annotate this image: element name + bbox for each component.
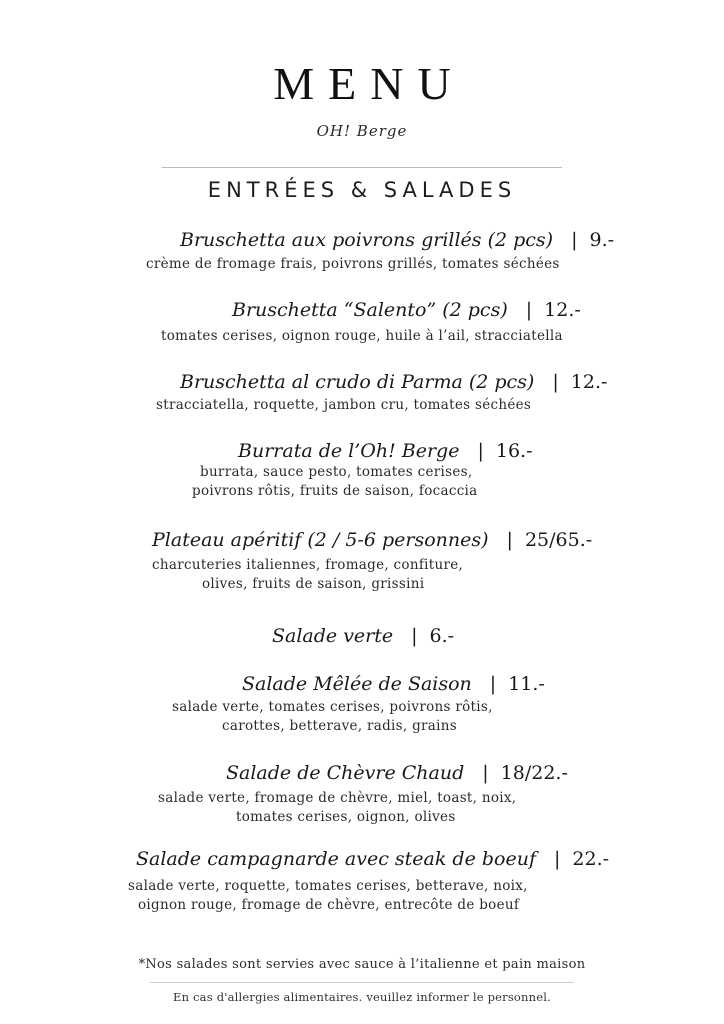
item-name: Salade de Chèvre Chaud: [226, 762, 465, 784]
divider-top: [162, 167, 562, 168]
item-description: carottes, betterave, radis, grains: [222, 718, 457, 734]
item-price: 22.-: [572, 848, 610, 870]
item-heading: [242, 671, 545, 697]
item-separator: |: [482, 762, 489, 784]
item-separator: |: [411, 625, 418, 647]
item-separator: |: [571, 229, 578, 251]
menu-title: MENU: [273, 58, 465, 109]
item-price: 9.-: [589, 229, 615, 251]
item-name: Bruschetta aux poivrons grillés (2 pcs): [180, 229, 554, 251]
item-heading: [152, 527, 592, 553]
item-heading: [180, 227, 614, 253]
item-name: Salade Mêlée de Saison: [242, 673, 472, 695]
item-name: Bruschetta “Salento” (2 pcs): [232, 299, 508, 321]
item-name: Bruschetta al crudo di Parma (2 pcs): [180, 371, 535, 393]
section-title: ENTRÉES & SALADES: [207, 178, 517, 202]
item-separator: |: [489, 673, 497, 695]
item-heading: [272, 623, 454, 649]
item-description: crème de fromage frais, poivrons grillés, tomates séchées: [146, 256, 560, 272]
item-name: Salade campagnarde avec steak de boeuf: [136, 848, 536, 870]
item-description: olives, fruits de saison, grissini: [202, 576, 425, 592]
item-description: tomates cerises, oignon rouge, huile à l’ail, stracciatella: [161, 328, 563, 344]
item-description: salade verte, tomates cerises, poivrons rôtis,: [172, 699, 493, 715]
item-separator: |: [553, 848, 561, 870]
item-description: salade verte, roquette, tomates cerises, betterave, noix,: [128, 878, 528, 894]
item-price: 25/65.-: [524, 529, 593, 551]
item-separator: |: [525, 299, 533, 321]
item-heading: [136, 846, 609, 872]
item-name: Salade verte: [272, 625, 394, 647]
item-price: 6.-: [429, 625, 455, 647]
item-description: oignon rouge, fromage de chèvre, entrecôte de boeuf: [138, 897, 520, 913]
item-price: 12.-: [570, 371, 608, 393]
item-description: stracciatella, roquette, jambon cru, tomates séchées: [156, 397, 532, 413]
restaurant-logo: OH! Berge: [316, 122, 408, 140]
item-description: burrata, sauce pesto, tomates cerises,: [200, 464, 473, 480]
allergy-notice: En cas d'allergies alimentaires. veuillez informer le personnel.: [172, 990, 552, 1004]
salad-footnote: *Nos salades sont servies avec sauce à l’italienne et pain maison: [138, 957, 586, 972]
item-name: Burrata de l’Oh! Berge: [238, 440, 460, 462]
item-price: 16.-: [495, 440, 533, 462]
item-heading: [180, 369, 607, 395]
divider-bottom: [150, 982, 574, 983]
item-description: charcuteries italiennes, fromage, confiture,: [152, 557, 464, 573]
item-price: 18/22.-: [500, 762, 568, 784]
item-name: Plateau apéritif (2 / 5-6 personnes): [152, 529, 489, 551]
item-heading: [226, 760, 568, 786]
item-heading: [238, 438, 533, 464]
item-price: 12.-: [544, 299, 581, 321]
item-description: salade verte, fromage de chèvre, miel, toast, noix,: [158, 790, 517, 806]
item-description: poivrons rôtis, fruits de saison, focaccia: [192, 483, 478, 499]
item-separator: |: [552, 371, 559, 393]
item-separator: |: [506, 529, 513, 551]
item-description: tomates cerises, oignon, olives: [236, 809, 456, 825]
item-price: 11.-: [508, 673, 545, 695]
item-heading: [232, 297, 581, 323]
item-separator: |: [477, 440, 484, 462]
